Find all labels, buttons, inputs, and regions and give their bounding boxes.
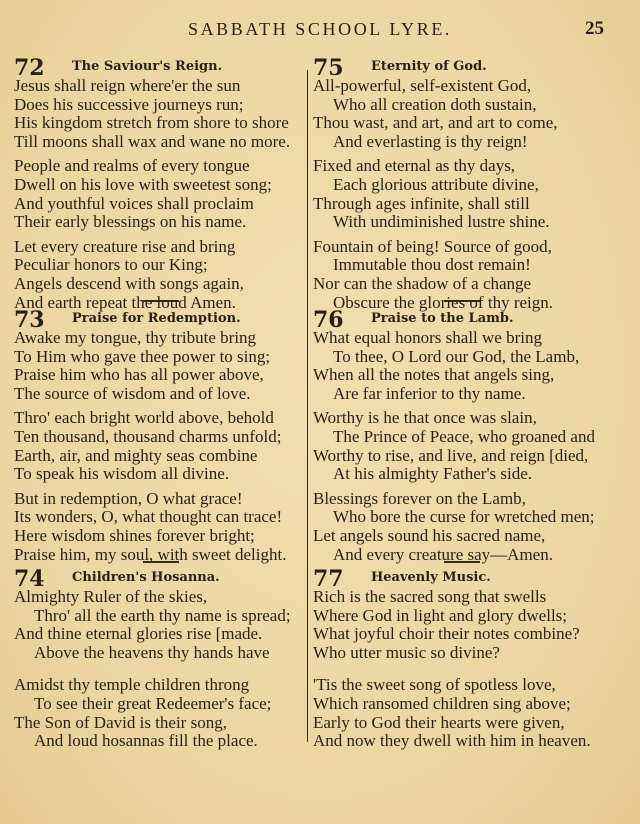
verse-line: Nor can the shadow of a change xyxy=(313,273,532,293)
stanza xyxy=(313,409,613,483)
verse-line: People and realms of every tongue xyxy=(14,156,250,176)
verse-line: At his almighty Father's side. xyxy=(333,464,533,484)
stanza xyxy=(313,676,613,750)
hymn-76 xyxy=(313,309,613,570)
stanza xyxy=(14,676,314,750)
hymn-72 xyxy=(14,57,314,318)
verse-line: What joyful choir their notes combine? xyxy=(313,624,580,644)
stanza xyxy=(14,77,314,151)
verse-line: Earth, air, and mighty seas combine xyxy=(14,445,258,465)
verse-line: To speak his wisdom all divine. xyxy=(14,464,230,484)
verse-line: The Prince of Peace, who groaned and xyxy=(333,426,595,446)
verse-line: All-powerful, self-existent God, xyxy=(313,76,532,95)
verse-line: Does his successive journeys run; xyxy=(14,94,244,114)
verse-line: Which ransomed children sing above; xyxy=(313,693,571,713)
stanza xyxy=(14,329,314,403)
verse-line: And earth repeat the loud Amen. xyxy=(14,292,236,312)
hymn-77 xyxy=(313,568,613,765)
verse-line: Praise him who has all power above, xyxy=(14,365,264,385)
verse-line: 'Tis the sweet song of spotless love, xyxy=(313,675,556,695)
verse-line: To Him who gave thee power to sing; xyxy=(14,346,271,366)
verse-line: Let every creature rise and bring xyxy=(14,236,236,256)
verse-line: His kingdom stretch from shore to shore xyxy=(14,113,289,133)
verse-line: Above the heavens thy hands have xyxy=(34,642,270,662)
verse-line: Worthy is he that once was slain, xyxy=(313,408,537,428)
hymn-heading xyxy=(14,566,314,592)
verse-line: When all the notes that angels sing, xyxy=(313,365,555,385)
hymn-number: 74 xyxy=(14,566,45,592)
verse-line: And loud hosannas fill the place. xyxy=(34,731,258,751)
verse-line: Peculiar honors to our King; xyxy=(14,255,208,275)
verse-line: Fixed and eternal as thy days, xyxy=(313,156,516,176)
hymn-title: Praise to the Lamb. xyxy=(371,311,514,326)
verse-line: Each glorious attribute divine, xyxy=(333,174,539,194)
stanza xyxy=(14,238,314,312)
hymn-title: Children's Hosanna. xyxy=(72,570,220,585)
hymn-title: Praise for Redemption. xyxy=(72,311,241,326)
verse-line: Ten thousand, thousand charms unfold; xyxy=(14,426,282,446)
hymn-heading xyxy=(14,307,314,333)
hymn-number: 76 xyxy=(313,307,344,333)
stanza xyxy=(14,409,314,483)
verse-line: What equal honors shall we bring xyxy=(313,328,542,347)
stanza xyxy=(14,490,314,564)
verse-line: And every creature say—Amen. xyxy=(333,544,553,564)
verse-line: Through ages infinite, shall still xyxy=(313,193,530,213)
stanza xyxy=(313,329,613,403)
verse-line: With undiminished lustre shine. xyxy=(333,212,550,232)
verse-line: But in redemption, O what grace! xyxy=(14,488,243,508)
verse-line: Its wonders, O, what thought can trace! xyxy=(14,507,283,527)
verse-line: Thou wast, and art, and art to come, xyxy=(313,113,558,133)
hymn-heading xyxy=(14,55,314,81)
hymn-title: Heavenly Music. xyxy=(371,570,491,585)
verse-line: And now they dwell with him in heaven. xyxy=(313,731,591,751)
verse-line: And youthful voices shall proclaim xyxy=(14,193,254,213)
stanza xyxy=(313,77,613,151)
stanza xyxy=(313,588,613,662)
stanza xyxy=(14,157,314,231)
verse-line: Are far inferior to thy name. xyxy=(333,383,526,403)
verse-line: Their early blessings on his name. xyxy=(14,212,247,232)
page-number: 25 xyxy=(585,18,604,39)
verse-line: To thee, O Lord our God, the Lamb, xyxy=(333,346,580,366)
verse-line: To see their great Redeemer's face; xyxy=(34,693,272,713)
verse-line: Where God in light and glory dwells; xyxy=(313,605,568,625)
verse-line: And everlasting is thy reign! xyxy=(333,131,528,151)
verse-line: Let angels sound his sacred name, xyxy=(313,525,546,545)
hymn-title: The Saviour's Reign. xyxy=(72,59,223,74)
hymn-75 xyxy=(313,57,613,318)
verse-line: And thine eternal glories rise [made. xyxy=(14,624,263,644)
verse-line: Blessings forever on the Lamb, xyxy=(313,488,526,508)
hymn-heading xyxy=(313,307,613,333)
running-head: SABBATH SCHOOL LYRE. xyxy=(187,19,453,39)
stanza xyxy=(313,490,613,564)
verse-line: Fountain of being! Source of good, xyxy=(313,236,552,256)
hymn-title: Eternity of God. xyxy=(371,59,487,74)
hymn-number: 77 xyxy=(313,566,344,592)
verse-line: Dwell on his love with sweetest song; xyxy=(14,174,272,194)
stanza xyxy=(14,588,314,662)
verse-line: Thro' all the earth thy name is spread; xyxy=(34,605,291,625)
hymn-number: 73 xyxy=(14,307,45,333)
verse-line: Jesus shall reign where'er the sun xyxy=(14,76,241,95)
verse-line: Here wisdom shines forever bright; xyxy=(14,525,255,545)
hymn-heading xyxy=(313,55,613,81)
verse-line: Thro' each bright world above, behold xyxy=(14,408,274,428)
verse-line: Amidst thy temple children throng xyxy=(14,675,250,695)
verse-line: Who utter music so divine? xyxy=(313,642,500,662)
verse-line: Obscure the glories of thy reign. xyxy=(333,292,553,312)
verse-line: Who bore the curse for wretched men; xyxy=(333,507,595,527)
verse-line: Worthy to rise, and live, and reign [died, xyxy=(313,445,589,465)
verse-line: Praise him, my soul, with sweet delight. xyxy=(14,544,287,564)
hymn-heading xyxy=(313,566,613,592)
hymn-73 xyxy=(14,309,314,570)
verse-line: Till moons shall wax and wane no more. xyxy=(14,131,291,151)
verse-line: Almighty Ruler of the skies, xyxy=(14,587,208,606)
verse-line: Early to God their hearts were given, xyxy=(313,712,565,732)
hymn-number: 72 xyxy=(14,55,45,81)
hymn-74 xyxy=(14,568,314,765)
verse-line: The source of wisdom and of love. xyxy=(14,383,251,403)
hymn-number: 75 xyxy=(313,55,344,81)
verse-line: Rich is the sacred song that swells xyxy=(313,587,547,606)
verse-line: Angels descend with songs again, xyxy=(14,273,244,293)
verse-line: Who all creation doth sustain, xyxy=(333,94,537,114)
verse-line: Immutable thou dost remain! xyxy=(333,255,531,275)
verse-line: The Son of David is their song, xyxy=(14,712,227,732)
verse-line: Awake my tongue, thy tribute bring xyxy=(14,328,257,347)
stanza xyxy=(313,157,613,231)
stanza xyxy=(313,238,613,312)
